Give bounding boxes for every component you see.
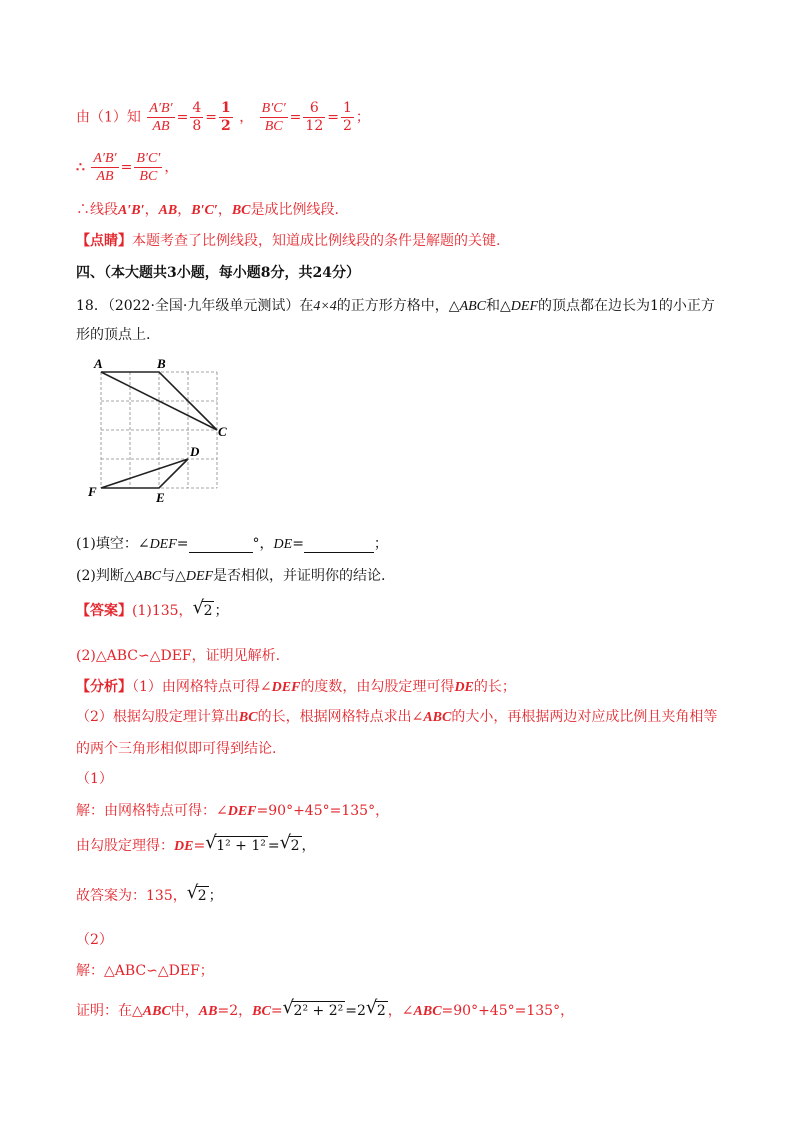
text: 解：由网格特点可得：∠ <box>76 803 228 819</box>
q18-line2: 形的顶点上. <box>76 327 151 343</box>
label-c: C <box>218 424 227 439</box>
seg: AB <box>158 203 178 218</box>
blank-length[interactable] <box>304 536 374 553</box>
text: °， <box>252 536 274 552</box>
fraction-4-8 <box>190 100 203 135</box>
eq: = <box>176 109 189 126</box>
text: 的长，根据网格特点求出∠ <box>257 709 424 725</box>
fraction-6-12 <box>303 100 325 135</box>
text: ； <box>214 603 229 619</box>
text: 证明：在△ <box>76 1003 143 1019</box>
text: =90°+45°=135°， <box>256 803 390 819</box>
therefore: ∴ <box>76 159 85 176</box>
text: 由勾股定理得： <box>76 838 174 854</box>
solution1-line3 <box>76 882 223 905</box>
fraction-a <box>91 150 118 185</box>
text: 的顶点都在边长为1的小正方 <box>538 298 715 314</box>
angle: DEF <box>149 537 177 552</box>
answer-line2: (2)△ABC∽△DEF，证明见解析. <box>76 648 281 664</box>
part1-fill <box>76 533 388 553</box>
tag: 【答案】 <box>76 603 132 619</box>
radical-sign: √ <box>282 997 295 1018</box>
seg: DE <box>454 680 474 695</box>
text: （2）根据勾股定理计算出 <box>76 709 239 725</box>
text: ； <box>373 536 388 552</box>
radical-sign: √ <box>279 832 292 853</box>
line-dianjing <box>76 230 500 250</box>
seg: DE <box>273 537 293 552</box>
text: 的正方形方格中， <box>336 298 449 314</box>
text: (1)填空：∠ <box>76 536 150 552</box>
fraction-b <box>134 150 162 185</box>
q18-line1 <box>76 295 715 315</box>
den: AB <box>152 119 170 134</box>
solution2-line1 <box>76 960 214 980</box>
text: （1）由网格特点可得∠ <box>132 679 272 695</box>
text: ∴线段 <box>76 202 118 218</box>
tri: △ABC <box>448 299 487 314</box>
den: 2 <box>342 118 352 134</box>
sqrt <box>365 997 388 1020</box>
eq: = <box>176 536 189 552</box>
radical-sign: √ <box>365 997 378 1018</box>
solution2-line2 <box>76 997 575 1020</box>
radicand: 2 <box>376 1003 386 1019</box>
sqrt <box>192 597 215 620</box>
angle: ABC <box>423 710 452 725</box>
text: 和 <box>486 298 501 314</box>
radicand: 2² + 2² <box>293 1003 344 1019</box>
eq: = <box>270 1003 283 1019</box>
sqrt <box>279 832 302 855</box>
tri: △DEF <box>500 299 538 314</box>
grid-figure <box>80 352 240 504</box>
seg: BC <box>238 710 258 725</box>
label-e: E <box>156 490 165 504</box>
grid-lines <box>101 372 217 488</box>
radical-sign: √ <box>192 597 205 618</box>
num: A′B′ <box>149 101 173 116</box>
text: 与 <box>161 568 176 584</box>
end: ； <box>355 109 370 126</box>
text: = <box>193 838 206 854</box>
text: 解：△ABC∽△DEF； <box>76 963 214 979</box>
end: ， <box>164 159 179 176</box>
sqrt <box>186 882 209 905</box>
text: 是否相似，并证明你的结论. <box>213 568 386 584</box>
den: BC <box>264 119 283 134</box>
fraction-bpcp-bc <box>260 100 288 135</box>
text: ； <box>208 888 223 904</box>
blank-angle[interactable] <box>189 536 253 553</box>
eq: = <box>205 109 217 126</box>
tri: ABC <box>142 1004 171 1019</box>
text: 18．（2022·全国·九年级单元测试）在 <box>76 298 314 314</box>
eq: = <box>120 159 133 176</box>
radicand: 1² + 1² <box>216 838 266 854</box>
eq: = <box>292 536 304 552</box>
den: BC <box>139 169 158 184</box>
triangle-def <box>101 459 188 488</box>
eq: = <box>267 838 280 854</box>
eq: = <box>327 109 339 126</box>
text-prefix: 由（1）知 <box>76 109 141 126</box>
seg: A′B′ <box>118 203 145 218</box>
num: 6 <box>303 100 325 118</box>
angle: DEF <box>271 680 301 695</box>
text: ， <box>301 838 316 854</box>
seg: B′C′ <box>191 203 218 218</box>
text: 中， <box>170 1003 199 1019</box>
analysis-line1 <box>76 676 516 696</box>
text: =2， <box>217 1003 253 1019</box>
solution2-label: （2） <box>76 932 113 948</box>
den: 2 <box>221 118 231 134</box>
text: 的大小，再根据两边对应成比例且夹角相等 <box>451 709 718 725</box>
angle: DEF <box>227 804 257 819</box>
solution1-line1 <box>76 800 389 820</box>
fraction-apbp-ab <box>147 100 174 135</box>
line-ratio-values <box>76 100 370 135</box>
tri: △ABC <box>123 569 162 584</box>
solution1-line2 <box>76 832 316 855</box>
label-d: D <box>190 444 200 459</box>
label-a: A <box>94 356 103 371</box>
num: A′B′ <box>93 151 117 166</box>
radicand: 2 <box>290 838 300 854</box>
comma: ， <box>177 202 192 218</box>
part2-question <box>76 565 386 585</box>
section-heading: 四、（本大题共3小题，每小题8分，共24分） <box>76 265 360 281</box>
line-conclusion <box>76 199 339 219</box>
tag: 【点睛】 <box>76 233 132 249</box>
text: 的长； <box>473 679 516 695</box>
answer-line1 <box>76 597 229 620</box>
label-f: F <box>88 484 97 499</box>
num: B′C′ <box>136 151 161 166</box>
text: (2)判断 <box>76 568 124 584</box>
eq: = <box>289 109 302 126</box>
analysis-line2 <box>76 706 717 726</box>
comma: ， <box>144 202 159 218</box>
den: AB <box>96 169 114 184</box>
text: =90°+45°=135°， <box>441 1003 575 1019</box>
text: 是成比例线段. <box>250 202 339 218</box>
solution1-label: （1） <box>76 771 113 787</box>
sqrt <box>282 997 346 1020</box>
analysis-line3: 的两个三角形相似即可得到结论. <box>76 741 277 757</box>
seg: BC <box>231 203 251 218</box>
num: 1 <box>221 100 231 116</box>
seg: DE <box>174 839 194 854</box>
text: (1)135， <box>132 603 193 619</box>
angle: ABC <box>413 1004 442 1019</box>
eq: =2 <box>345 1003 366 1019</box>
num: 1 <box>342 100 352 116</box>
num: 4 <box>192 100 202 116</box>
grid-size: 4×4 <box>313 299 337 314</box>
radical-sign: √ <box>186 882 199 903</box>
tri: △DEF <box>175 569 214 584</box>
radicand: 2 <box>197 888 207 904</box>
radicand: 2 <box>203 603 213 619</box>
radical-sign: √ <box>205 832 217 853</box>
tag: 【分析】 <box>76 679 132 695</box>
sep: ， <box>239 109 254 126</box>
den: 12 <box>305 118 324 134</box>
seg: BC <box>252 1004 271 1019</box>
text: 的度数，由勾股定理可得 <box>300 679 455 695</box>
line-ratio-equal <box>76 150 178 185</box>
text: 本题考查了比例线段，知道成比例线段的条件是解题的关键. <box>132 233 501 249</box>
fraction-1-2 <box>219 100 233 135</box>
num: B′C′ <box>261 101 286 116</box>
comma: ， <box>217 202 232 218</box>
sqrt <box>205 832 268 855</box>
den: 8 <box>192 118 202 134</box>
text: ，∠ <box>387 1003 414 1019</box>
seg: AB <box>198 1004 218 1019</box>
text: 故答案为：135， <box>76 888 187 904</box>
fraction-1-2b <box>341 100 354 135</box>
label-b: B <box>157 356 166 371</box>
